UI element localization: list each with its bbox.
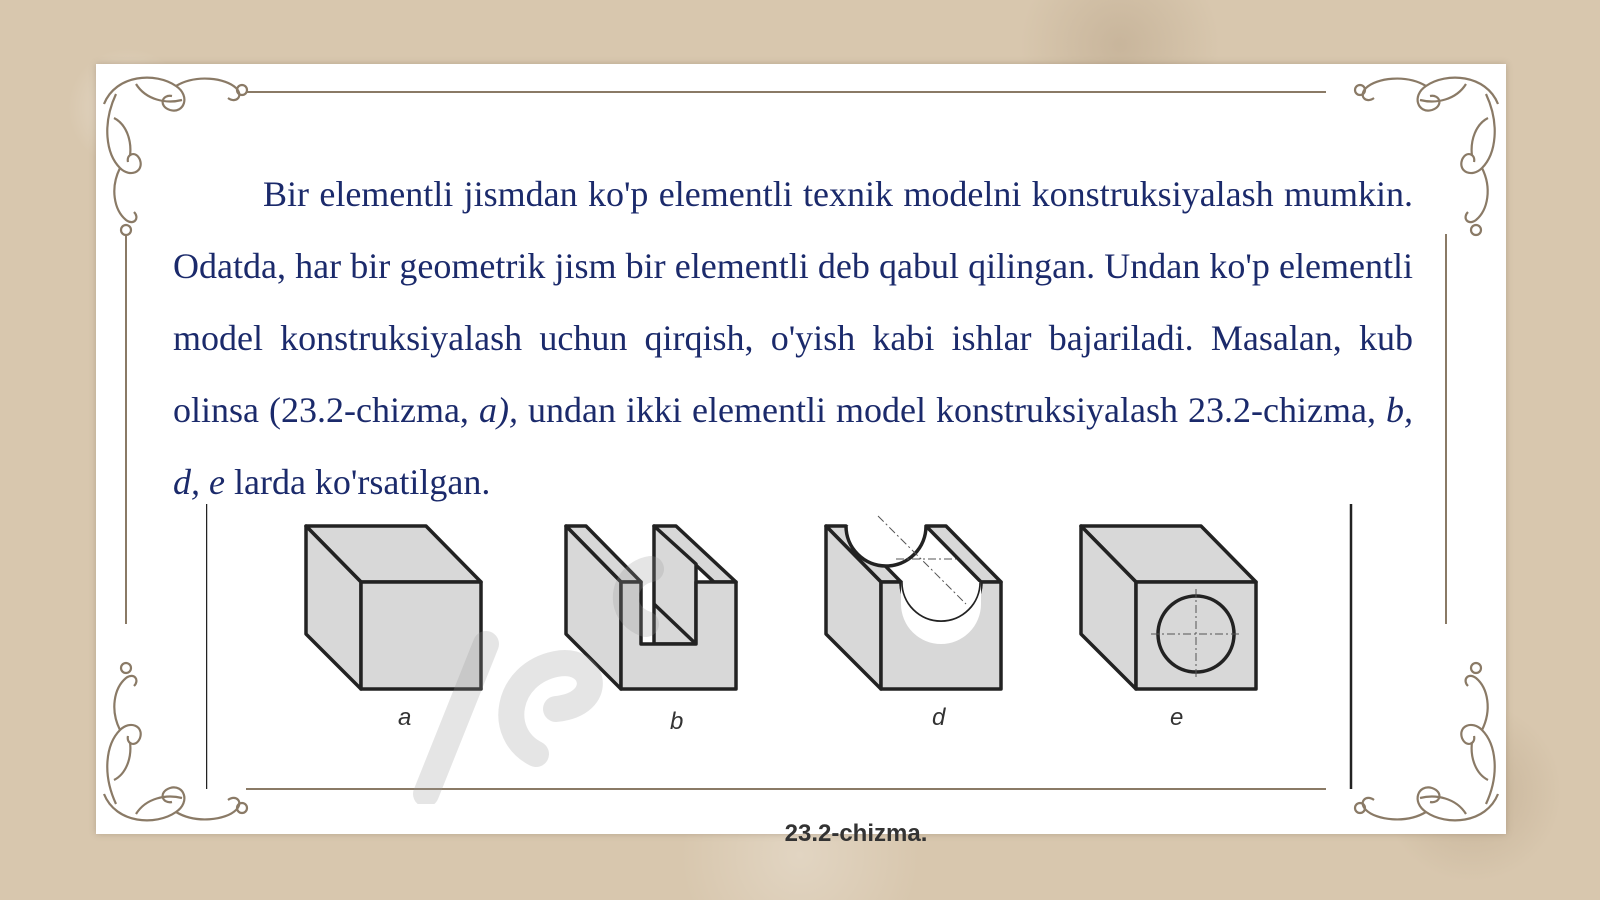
slide-card [96, 64, 1506, 847]
paragraph-text-3: larda ko'rsatilgan. [224, 462, 491, 502]
label-b: b [670, 708, 684, 735]
solid-e-holed [1081, 526, 1256, 689]
figure-caption: 23.2-chizma. [784, 820, 928, 847]
label-a: a [398, 704, 412, 731]
paragraph-text-2: undan ikki elementli model konstruksiyalash 23.2-chizma, [517, 390, 1386, 430]
solid-a-cube [306, 526, 481, 689]
figure-23-2 [206, 504, 1386, 847]
body-paragraph [173, 158, 1413, 518]
paragraph-italic-a: a), [478, 390, 518, 430]
paragraph-italic-bde: b, d, e [173, 390, 1413, 502]
solid-b-slotted [566, 526, 736, 689]
label-e: e [1170, 704, 1184, 731]
solid-d-grooved [826, 526, 1001, 689]
label-d: d [932, 704, 946, 731]
paragraph-text-1: Bir elementli jismdan ko'p elementli texnik modelni konstruksiyalash mumkin. Odatda, har bir geometrik jism bir elementli deb qabul qilingan. Undan ko'p elementli model konstruksiyalash uchun qirqish, o'yish kabi ishlar bajariladi. Masalan, kub olinsa (23.2-chizma, [173, 174, 1413, 430]
figure-drawing [206, 504, 1386, 824]
